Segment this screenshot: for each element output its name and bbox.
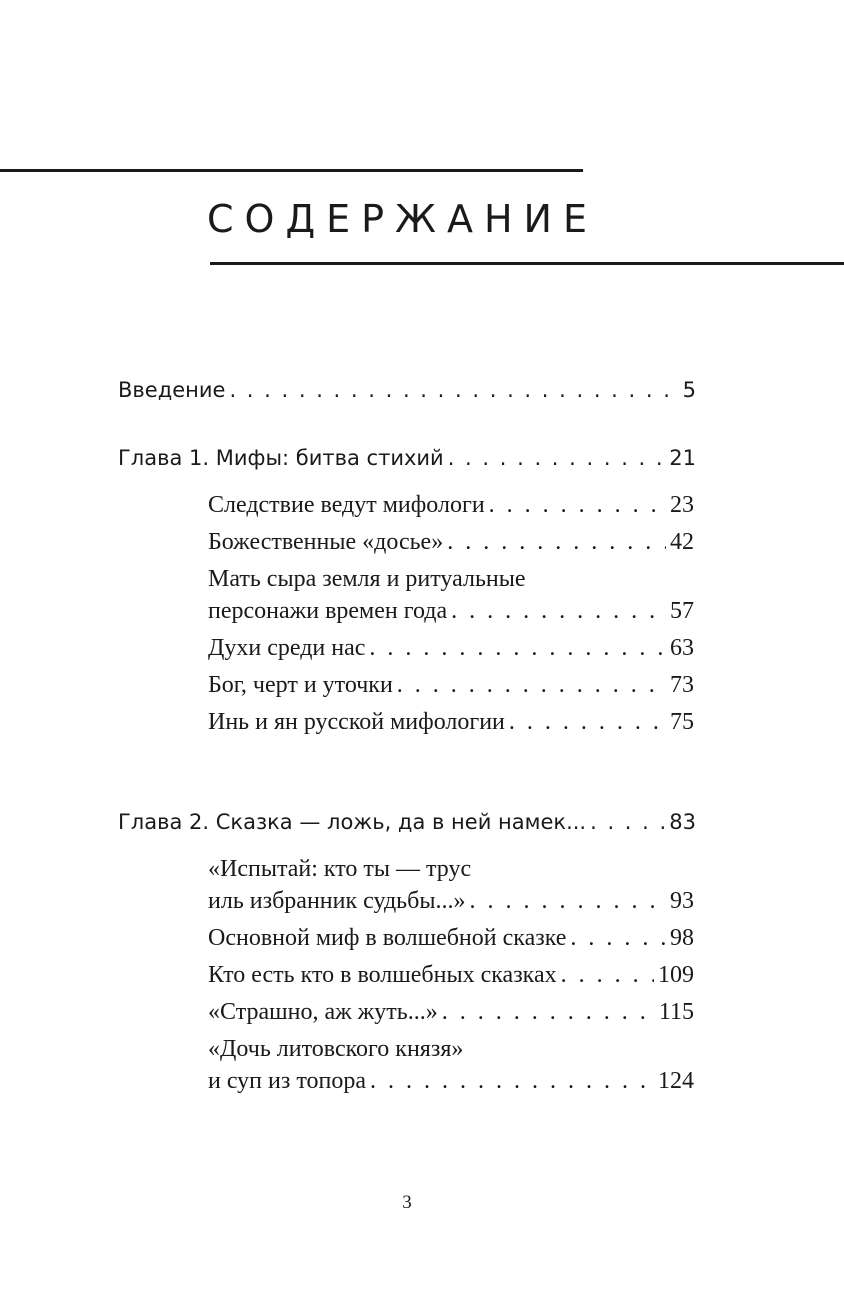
toc-entry-title: Инь и ян русской мифологии <box>208 709 505 735</box>
toc-entry-page: 73 <box>670 672 694 698</box>
toc-intro-title: Введение <box>118 378 226 402</box>
toc-entry-title-line1[interactable]: Мать сыра земля и ритуальные <box>208 566 526 592</box>
toc-entry[interactable] <box>208 529 694 556</box>
toc-chapter-1-page: 21 <box>669 446 696 470</box>
toc-entry[interactable] <box>208 598 694 625</box>
toc-chapter-2[interactable] <box>118 810 696 834</box>
toc-entry-title: Основной миф в волшебной сказке <box>208 925 567 951</box>
toc-entry-page: 57 <box>670 598 694 624</box>
toc-intro-page: 5 <box>682 378 696 402</box>
bottom-rule <box>210 262 844 265</box>
toc-entry-page: 109 <box>658 962 694 988</box>
page-number: 3 <box>402 1192 412 1213</box>
toc-entry-page: 124 <box>658 1068 694 1094</box>
toc-entry-title: Кто есть кто в волшебных сказках <box>208 962 557 988</box>
toc-chapter-2-page: 83 <box>669 810 696 834</box>
dot-leader <box>590 810 665 834</box>
dot-leader <box>561 962 654 989</box>
dot-leader <box>489 492 666 519</box>
toc-entry-title-line2: иль избранник судьбы...» <box>208 888 466 914</box>
toc-entry-page: 98 <box>670 925 694 951</box>
toc-entry-title: «Страшно, аж жуть...» <box>208 999 438 1025</box>
dot-leader <box>509 709 666 736</box>
toc-chapter-2-title: Глава 2. Сказка — ложь, да в ней намек... <box>118 810 587 834</box>
toc-entry[interactable] <box>208 672 694 699</box>
toc-entry[interactable] <box>208 492 694 519</box>
toc-entry[interactable] <box>208 999 694 1026</box>
dot-leader <box>451 598 666 625</box>
toc-chapter-1[interactable] <box>118 446 696 470</box>
dot-leader <box>469 888 666 915</box>
toc-entry[interactable] <box>208 709 694 736</box>
dot-leader <box>397 672 666 699</box>
dot-leader <box>447 529 666 556</box>
toc-entry-title-line1[interactable]: «Испытай: кто ты — трус <box>208 856 472 882</box>
page-title: СОДЕРЖАНИЕ <box>207 197 598 241</box>
toc-entry-title: Следствие ведут мифологи <box>208 492 485 518</box>
dot-leader <box>370 1068 654 1095</box>
toc-entry-page: 42 <box>670 529 694 555</box>
dot-leader <box>448 446 666 470</box>
toc-entry[interactable] <box>208 888 694 915</box>
toc-entry[interactable] <box>208 635 694 662</box>
toc-entry-title: Божественные «досье» <box>208 529 444 555</box>
toc-entry-title: Духи среди нас <box>208 635 366 661</box>
toc-entry-title-line2: персонажи времен года <box>208 598 448 624</box>
toc-entry-page: 63 <box>670 635 694 661</box>
toc-chapter-1-title: Глава 1. Мифы: битва стихий <box>118 446 444 470</box>
toc-entry-page: 93 <box>670 888 694 914</box>
dot-leader <box>369 635 666 662</box>
top-rule <box>0 169 583 172</box>
toc-intro[interactable] <box>118 378 696 402</box>
toc-entry-title-line1[interactable]: «Дочь литовского князя» <box>208 1036 464 1062</box>
dot-leader <box>442 999 655 1026</box>
toc-entry-title-line2: и суп из топора <box>208 1068 367 1094</box>
dot-leader <box>570 925 666 952</box>
toc-entry[interactable] <box>208 925 694 952</box>
toc-entry-title: Бог, черт и уточки <box>208 672 393 698</box>
toc-entry[interactable] <box>208 1068 694 1095</box>
dot-leader <box>229 378 678 402</box>
toc-entry-page: 23 <box>670 492 694 518</box>
toc-entry-page: 75 <box>670 709 694 735</box>
toc-entry-page: 115 <box>658 999 694 1025</box>
toc-entry[interactable] <box>208 962 694 989</box>
